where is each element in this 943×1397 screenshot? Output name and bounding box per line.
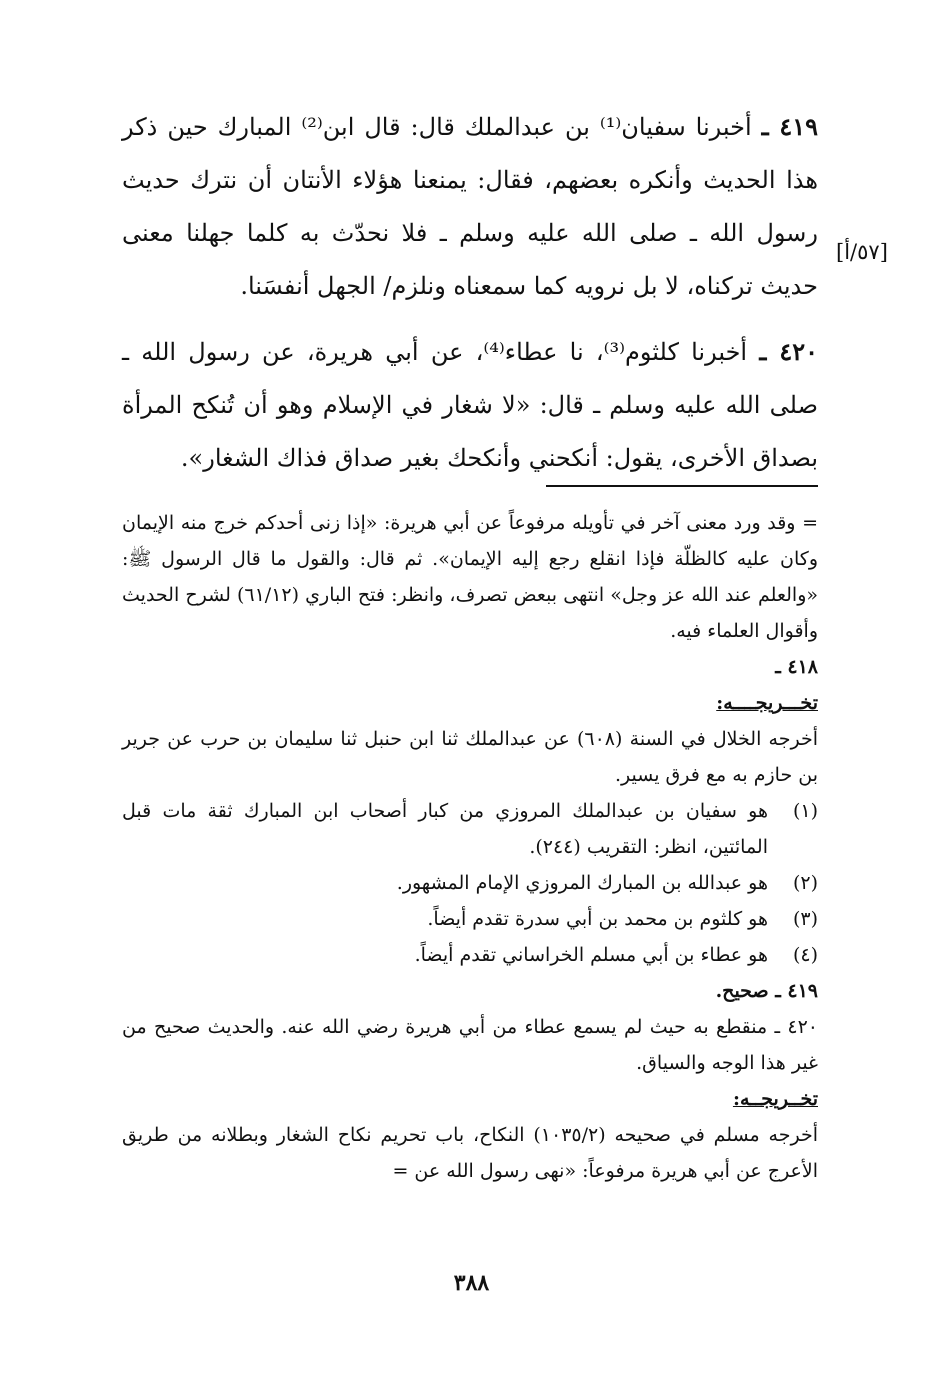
hadith-number: ٤١٩ ـ xyxy=(761,112,819,141)
note-420: ٤٢٠ ـ منقطع به حيث لم يسمع عطاء من أبي هريرة رضي الله عنه. والحديث صحيح من غير هذا الوجه والسياق. xyxy=(122,1016,818,1074)
page-number: ٣٨٨ xyxy=(453,1270,490,1296)
hadith-420 xyxy=(122,325,818,485)
footnote-text: هو عبدالله بن المبارك المروزي الإمام المشهور. xyxy=(396,872,768,894)
footnote-mark: (١) xyxy=(792,800,818,822)
hadith-419 xyxy=(122,100,818,313)
takhrij-heading-2: تخــريجــه: xyxy=(732,1088,818,1110)
takhrij-420-text: أخرجه مسلم في صحيحه (١٠٣٥/٢) النكاح، باب تحريم نكاح الشغار وبطلانه من طريق الأعرج عن أبي هريرة مرفوعاً: «نهى رسول الله عن = xyxy=(122,1124,818,1182)
hadith-text: أخبرنا سفيان⁽¹⁾ بن عبدالملك قال: قال ابن⁽²⁾ المبارك حين ذكر هذا الحديث وأنكره بعضهم، فقال: يمنعنا هؤلاء الأنتان أن نترك حديث رسول الله ـ صلى الله عليه وسلم ـ فلا نحدّث به كلما جهلنا معنى حديث تركناه، لا بل نرويه كما سمعناه ونلزم/ الجهل أنفسَنا. xyxy=(122,113,818,300)
manuscript-folio-ref: [٥٧/أ] xyxy=(836,240,888,264)
footnote-text: هو كلثوم بن محمد بن أبي سدرة تقدم أيضاً. xyxy=(427,908,768,930)
note-418-number: ٤١٨ ـ xyxy=(775,656,818,678)
footnote-mark: (٣) xyxy=(792,908,818,930)
main-text xyxy=(122,100,818,485)
footnote-2 xyxy=(122,865,818,901)
footnote-mark: (٢) xyxy=(792,872,818,894)
footnote-mark: (٤) xyxy=(792,944,818,966)
hadith-text: أخبرنا كلثوم⁽³⁾، نا عطاء⁽⁴⁾، عن أبي هريرة، عن رسول الله ـ صلى الله عليه وسلم ـ قال: «لا شغار في الإسلام وهو أن تُنكح المرأة بصداق الأخرى، يقول: أنكحني وأنكحك بغير صداق فذاك الشغار». xyxy=(122,338,818,472)
footnote-3 xyxy=(122,901,818,937)
takhrij-418-text: أخرجه الخلال في السنة (٦٠٨) عن عبدالملك ثنا ابن حنبل ثنا سليمان بن حرب عن جرير بن حازم به مع فرق يسير. xyxy=(122,728,818,786)
footnote-separator xyxy=(546,485,818,487)
footnote-1 xyxy=(122,793,818,865)
footnotes xyxy=(122,505,818,1189)
footnote-4 xyxy=(122,937,818,973)
footnote-continuation: = وقد ورد معنى آخر في تأويله مرفوعاً عن أبي هريرة: «إذا زنى أحدكم خرج منه الإيمان وكان عليه كالظلّة فإذا انقلع رجع إليه الإيمان». ثم قال: والقول ما قال الرسول ﷺ: «والعلم عند الله عز وجل» انتهى ببعض تصرف، وانظر: فتح الباري (٦١/١٢) لشرح الحديث وأقوال العلماء فيه. xyxy=(122,512,818,642)
hadith-number: ٤٢٠ ـ xyxy=(759,337,819,366)
footnote-text: هو سفيان بن عبدالملك المروزي من كبار أصحاب ابن المبارك ثقة مات قبل المائتين، انظر: التقريب (٢٤٤). xyxy=(122,800,768,858)
note-419: ٤١٩ ـ صحيح. xyxy=(715,980,818,1002)
takhrij-heading: تخـــريجــــه: xyxy=(716,692,818,714)
footnote-text: هو عطاء بن أبي مسلم الخراساني تقدم أيضاً. xyxy=(414,944,768,966)
